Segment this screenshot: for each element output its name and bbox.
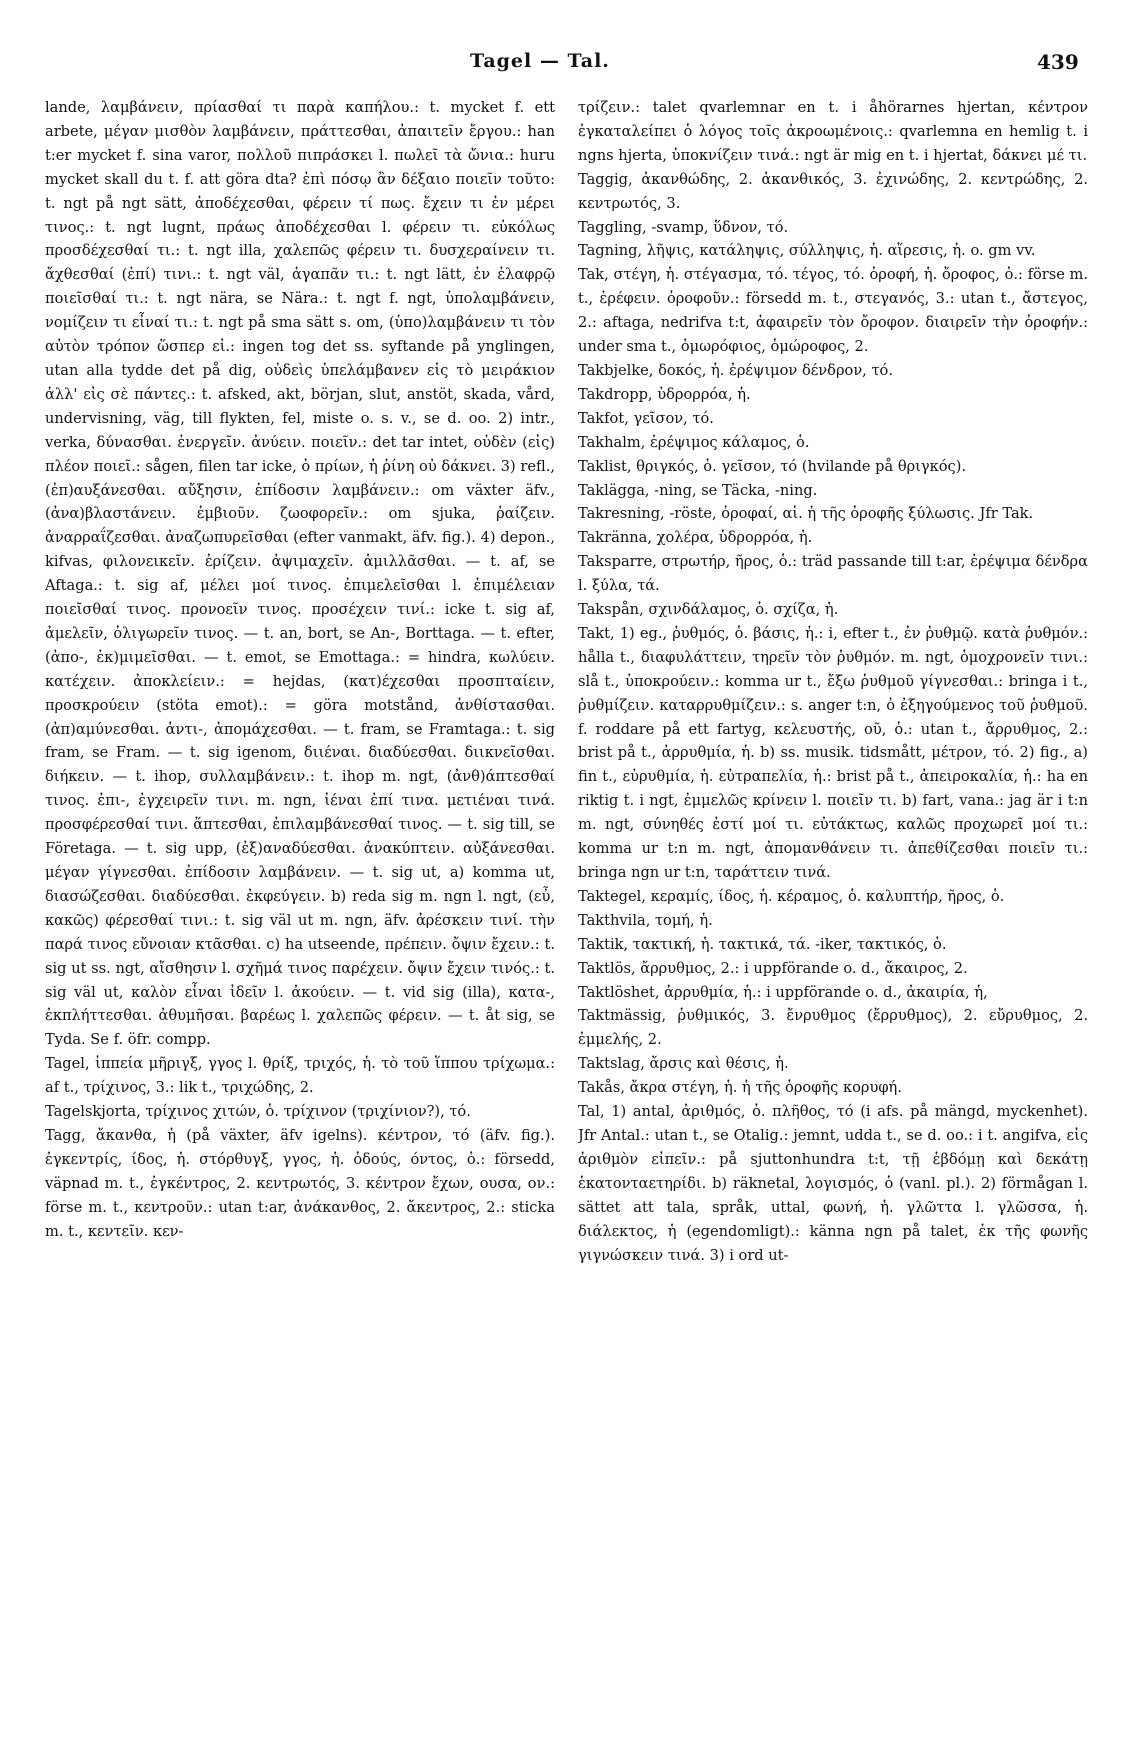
dictionary-entry: Taksparre, στρωτήρ, ῆρος, ὁ.: träd passande till t:ar, ἐρέψιμα δένδρα l. ξύλα, τά. (578, 553, 1088, 595)
dictionary-entry: Taktmässig, ῥυθμικός, 3. ἔνρυθμος (ἔρρυθμος), 2. εὔρυθμος, 2. ἐμμελής, 2. (578, 1007, 1088, 1049)
dictionary-entry: Takresning, -röste, ὀροφαί, αἱ. ἡ τῆς ὀροφῆς ξύλωσις. Jfr Tak. (578, 505, 1034, 523)
dictionary-entry: Tagg, ἄκανθα, ἡ (på växter, äfv igelns). κέντρον, τό (äfv. fig.). ἐγκεντρίς, ίδος, ἡ. στόρθυγξ, γγος, ἡ. ὀδούς, όντος, ὁ.: försedd, väpnad m. t., ἐγκέντρος, 2. κεντρωτός, 3. κέντρον ἔχων, ουσα, ον.: förse m. t., κεντροῦν.: utan t:ar, ἀνάκανθος, 2. ἄκεντρος, 2.: sticka m. t., κεντεῖν. κεν- (45, 1126, 555, 1240)
dictionary-entry: Taggling, -svamp, ὕδνον, τό. (578, 218, 789, 236)
dictionary-entry: Takt, 1) eg., ῥυθμός, ὁ. βάσις, ἡ.: i, efter t., ἐν ῥυθμῷ. κατὰ ῥυθμόν.: hålla t., διαφυλάττειν, τηρεῖν τὸν ῥυθμόν. m. ngt, ὁμοχρονεῖν τινι.: slå t., ὑποκρούειν.: komma ur t., ἔξω ῥυθμοῦ γίγνεσθαι.: bringa i t., ῥυθμίζειν. καταρρυθμίζειν.: s. anger t:n, ὁ ἐξηγούμενος τοῦ ῥυθμοῦ. f. roddare på ett fartyg, κελευστής, οῦ, ὁ.: utan t., ἄρρυθμος, 2.: brist på t., ἀρρυθμία, ἡ. b) ss. musik. tidsmått, μέτρον, τό. 2) fig., a) fin t., εὐρυθμία, ἡ. εὐτραπελία, ἡ.: brist på t., ἀπειροκαλία, ἡ.: ha en riktig t. i ngt, ἐμμελῶς κρίνειν l. ποιεῖν τι. b) fart, vana.: jag är i t:n m. ngt, σύνηθές ἐστί μοί τι. εὐτάκτως, καλῶς προχωρεῖ μοί τι.: komma ur t:n m. ngt, ἀπομανθάνειν τι. ἀπεθίζεσθαι ποιεῖν τι.: bringa ngn ur t:n, ταράττειν τινά. (578, 624, 1088, 881)
dictionary-entry: Taktslag, ἄρσις καὶ θέσις, ἡ. (578, 1055, 789, 1073)
dictionary-entry: Tagel, ἱππεία μῆριγξ, γγος l. θρίξ, τριχός, ἡ. τὸ τοῦ ἵππου τρίχωμα.: af t., τρίχινος, 3.: lik t., τριχώδης, 2. (45, 1055, 555, 1097)
dictionary-entry: lande, λαμβάνειν, πρίασθαί τι παρὰ καπήλου.: t. mycket f. ett arbete, μέγαν μισθὸν λαμβάνειν, πράττεσθαι, ἀπαιτεῖν ἔργου.: han t:er mycket f. sina varor, πολλοῦ πιπράσκει l. πωλεῖ τὰ ὤνια.: huru mycket skall du t. f. att göra dta? ἐπὶ πόσῳ ἂν δέξαιο ποιεῖν τοῦτο: t. ngt på ngt sätt, ἀποδέχεσθαι, φέρειν τί πως. ἔχειν τι ἐν μέρει τινος.: t. ngt lugnt, πράως ἀποδέχεσθαι l. φέρειν τι. εὐκόλως προσδέχεσθαί τι.: t. ngt illa, χαλεπῶς φέρειν τι. δυσχεραίνειν τι. ἄχθεσθαί (ἐπί) τινι.: t. ngt väl, ἀγαπᾶν τι.: t. ngt lätt, ἐν ἐλαφρῷ ποιεῖσθαί τι.: t. ngt nära, se Nära.: t. ngt f. ngt, ὑπολαμβάνειν, νομίζειν τι εἶναί τι.: t. ngt på sma sätt s. om, (ὑπο)λαμβάνειν τι τὸν αὐτὸν τρόπον ὥσπερ εἰ.: ingen tog det ss. syftande på ynglingen, utan alla tydde det på dig, οὐδεὶς ὑπελάμβανεν εἰς τὸ μειράκιον ἀλλ' εἰς σὲ πάντες.: t. afsked, akt, början, slut, anstöt, skada, vård, undervisning, väg, till flykten, fel, miste o. s. v., se d. oo. 2) intr., verka, δύνασθαι. ἐνεργεῖν. ἀνύειν. ποιεῖν.: det tar intet, οὐδὲν (εἰς) πλέον ποιεῖ.: sågen, filen tar icke, ὁ πρίων, ἡ ῥίνη οὐ δάκνει. 3) refl., (ἐπ)αυξάνεσθαι. αὔξησιν, ἐπίδοσιν λαμβάνειν.: om växter äfv., (ἀνα)βλαστάνειν. ἐμβιοῦν. ζωοφορεῖν.: om sjuka, ῥαίζειν. ἀναρραΐζεσθαι. ἀναζωπυρεῖσθαι (efter vanmakt, äfv. fig.). 4) depon., kifvas, φιλονεικεῖν. ἐρίζειν. ἀψιμαχεῖν. ἁμιλλᾶσθαι. — t. af, se Aftaga.: t. sig af, μέλει μοί τινος. ἐπιμελεῖσθαι l. ἐπιμέλειαν ποιεῖσθαί τινος. προνοεῖν τινος. προσέχειν τινί.: icke t. sig af, ἀμελεῖν, ὀλιγωρεῖν τινος. — t. an, bort, se An-, Borttaga. — t. efter, (ἀπο-, ἐκ)μιμεῖσθαι. — t. emot, se Emottaga.: = hindra, κωλύειν. κατέχειν. ἀποκλείειν.: = hejdas, (κατ)έχεσθαι προσπταίειν, προσκρούειν (stöta emot).: = göra motstånd, ἀνθίστασθαι. (ἀπ)αμύνεσθαι. ἀντι-, ἀπομάχεσθαι. — t. fram, se Framtaga.: t. sig fram, se Fram. — t. sig igenom, διιέναι. διαδύεσθαι. διικνεῖσθαι. διήκειν. — t. ihop, συλλαμβάνειν.: t. ihop m. ngt, (ἀνθ)άπτεσθαί τινος. ἐπι-, ἐγχειρεῖν τινι. m. ngn, ἰέναι ἐπί τινα. μετιέναι τινά. προσφέρεσθαί τινι. ἅπτεσθαι, ἐπιλαμβάνεσθαί τινος. — t. sig till, se Företaga. — t. sig upp, (ἐξ)αναδύεσθαι. ἀνακύπτειν. αὐξάνεσθαι. μέγαν γίγνεσθαι. ἐπίδοσιν λαμβάνειν. — t. sig ut, a) komma ut, διασώζεσθαι. διαδύεσθαι. ἐκφεύγειν. b) reda sig m. ngn l. ngt, (εὖ, κακῶς) φέρεσθαί τινι.: t. sig väl ut m. ngn, äfv. ἀρέσκειν τινί. τὴν παρά τινος εὔνοιαν κτᾶσθαι. c) ha utseende, πρέπειν. ὄψιν ἔχειν.: t. sig ut ss. ngt, αἴσθησιν l. σχῆμά τινος παρέχειν. ὄψιν ἔχειν τινός.: t. sig väl ut, καλὸν εἶναι ἰδεῖν l. ἀκούειν. — t. vid sig (illa), κατα-, ἐκπλήττεσθαι. ἀθυμῆσαι. βαρέως l. χαλεπῶς φέρειν. — t. åt sig, se Tyda. Se f. öfr. compp. (45, 99, 555, 1049)
dictionary-entry: Taktlös, ἄρρυθμος, 2.: i uppförande o. d., ἄκαιρος, 2. (578, 959, 968, 977)
dictionary-entry: Takränna, χολέρα, ὑδρορρόα, ἡ. (578, 529, 813, 547)
dictionary-entry: Taktlöshet, ἀρρυθμία, ἡ.: i uppförande o. d., ἀκαιρία, ἡ, (578, 983, 988, 1001)
dictionary-entry: Taklist, θριγκός, ὁ. γεῖσον, τό (hvilande på θριγκός). (578, 457, 967, 475)
dictionary-entry: Taggig, ἀκανθώδης, 2. ἀκανθικός, 3. ἐχινώδης, 2. κεντρώδης, 2. κεντρωτός, 3. (578, 170, 1088, 212)
left-column (45, 96, 555, 1726)
dictionary-entry: Tal, 1) antal, ἀριθμός, ὁ. πλῆθος, τό (i afs. på mängd, myckenhet). Jfr Antal.: utan t., se Otalig.: jemnt, udda t., se d. oo.: i t. angifva, εἰς ἀριθμὸν εἰπεῖν.: på sjuttonhundra t:t, τῇ ἑβδόμῃ καὶ δεκάτῃ ἑκατονταετηρίδι. b) räknetal, λογισμός, ὁ (vanl. pl.). 2) förmågan l. sättet att tala, språk, uttal, φωνή, ἡ. γλῶττα l. γλῶσσα, ἡ. διάλεκτος, ἡ (egendomligt).: känna ngn på talet, ἐκ τῆς φωνῆς γιγνώσκειν τινά. 3) i ord ut- (578, 1103, 1088, 1264)
running-head: Tagel — Tal. (470, 50, 610, 72)
dictionary-entry: Takthvila, τομή, ἡ. (578, 911, 713, 929)
page-header (0, 50, 1136, 90)
dictionary-entry: Taktik, τακτική, ἡ. τακτικά, τά. -iker, τακτικός, ὁ. (578, 935, 947, 953)
page-number: 439 (1037, 50, 1079, 74)
dictionary-entry: Takdropp, ὑδρορρόα, ἡ. (578, 385, 751, 403)
dictionary-entry: Tagning, λῆψις, κατάληψις, σύλληψις, ἡ. αἵρεσις, ἡ. o. gm vv. (578, 242, 1036, 260)
dictionary-entry: Takspån, σχινδάλαμος, ὁ. σχίζα, ἡ. (578, 601, 839, 619)
dictionary-entry: Takhalm, ἐρέψιμος κάλαμος, ὁ. (578, 433, 810, 451)
dictionary-entry: Takbjelke, δοκός, ἡ. ἐρέψιμον δένδρον, τό. (578, 361, 893, 379)
dictionary-entry: Takläggа, -ning, se Täcka, -ning. (578, 481, 818, 499)
dictionary-entry: Takås, ἄκρα στέγη, ἡ. ἡ τῆς ὀροφῆς κορυφή. (578, 1079, 902, 1097)
dictionary-entry: Tak, στέγη, ἡ. στέγασμα, τό. τέγος, τό. ὀροφή, ἡ. ὄροφος, ὁ.: förse m. t., ἐρέφειν. ὀροφοῦν.: försedd m. t., στεγανός, 3.: utan t., ἄστεγος, 2.: aftaga, nedrifva t:t, ἀφαιρεῖν τὸν ὄροφον. διαιρεῖν τὴν ὀροφήν.: under sma t., ὁμωρόφιος, ὁμώροφος, 2. (578, 266, 1088, 356)
dictionary-entry: τρίζειν.: talet qvarlemnar en t. i åhörarnes hjertan, κέντρον ἐγκαταλείπει ὁ λόγος τοῖς ἀκροωμένοις.: qvarlemna en hemlig t. i ngns hjerta, ὑποκνίζειν τινά.: ngt är mig en t. i hjertat, δάκνει μέ τι. (578, 99, 1088, 164)
dictionary-entry: Takfot, γεῖσον, τό. (578, 409, 714, 427)
dictionary-entry: Tagelskjorta, τρίχινος χιτών, ὁ. τρίχινον (τριχίνιον?), τό. (45, 1103, 471, 1121)
right-column (578, 96, 1088, 1726)
dictionary-entry: Taktegel, κεραμίς, ίδος, ἡ. κέραμος, ὁ. καλυπτήρ, ῆρος, ὁ. (578, 887, 1005, 905)
